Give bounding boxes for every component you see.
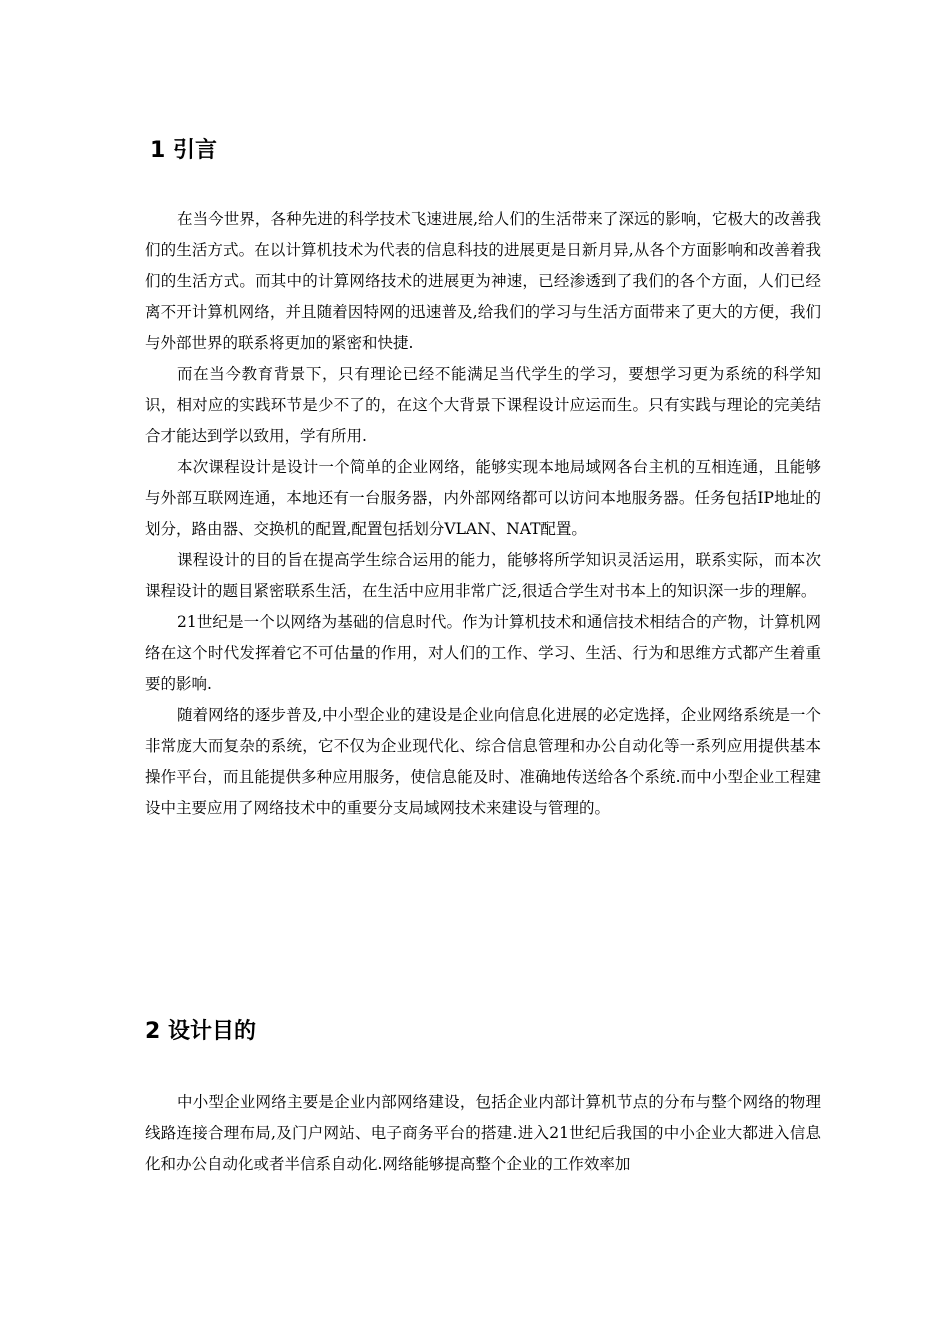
- paragraph: 随着网络的逐步普及,中小型企业的建设是企业向信息化进展的必定选择，企业网络系统是一个非常庞大而复杂的系统，它不仅为企业现代化、综合信息管理和办公自动化等一系列应用提供基本操作平台，而且能提供多种应用服务，使信息能及时、准确地传送给各个系统.而中小型企业工程建设中主要应用了网络技术中的重要分支局域网技术来建设与管理的。: [145, 706, 821, 817]
- paragraph: 中小型企业网络主要是企业内部网络建设，包括企业内部计算机节点的分布与整个网络的物理线路连接合理布局,及门户网站、电子商务平台的搭建.进入21世纪后我国的中小企业大都进入信息化和办公自动化或者半信系自动化.网络能够提高整个企业的工作效率加: [145, 1093, 821, 1173]
- paragraph: 21世纪是一个以网络为基础的信息时代。作为计算机技术和通信技术相结合的产物，计算机网络在这个时代发挥着它不可估量的作用，对人们的工作、学习、生活、行为和思维方式都产生着重要的影响.: [145, 613, 821, 693]
- paragraph: 课程设计的目的旨在提高学生综合运用的能力，能够将所学知识灵活运用，联系实际，而本次课程设计的题目紧密联系生活，在生活中应用非常广泛,很适合学生对书本上的知识深一步的理解。: [145, 551, 821, 600]
- paragraph: 而在当今教育背景下，只有理论已经不能满足当代学生的学习，要想学习更为系统的科学知识，相对应的实践环节是少不了的，在这个大背景下课程设计应运而生。只有实践与理论的完美结合才能达到学以致用，学有所用.: [145, 365, 821, 445]
- section-heading-design-purpose: 2 设计目的: [145, 1019, 256, 1044]
- section-body-design-purpose: [145, 1087, 821, 1180]
- section-heading-introduction: 1 引言: [150, 138, 217, 163]
- paragraph: 本次课程设计是设计一个简单的企业网络，能够实现本地局域网各台主机的互相连通，且能够与外部互联网连通，本地还有一台服务器，内外部网络都可以访问本地服务器。任务包括IP地址的划分，路由器、交换机的配置,配置包括划分VLAN、NAT配置。: [145, 458, 821, 538]
- paragraph: 在当今世界，各种先进的科学技术飞速进展,给人们的生活带来了深远的影响，它极大的改善我们的生活方式。在以计算机技术为代表的信息科技的进展更是日新月异,从各个方面影响和改善着我们的生活方式。而其中的计算网络技术的进展更为神速，已经渗透到了我们的各个方面，人们已经离不开计算机网络，并且随着因特网的迅速普及,给我们的学习与生活方面带来了更大的方便，我们与外部世界的联系将更加的紧密和快捷.: [145, 210, 821, 352]
- section-body-introduction: [145, 204, 821, 824]
